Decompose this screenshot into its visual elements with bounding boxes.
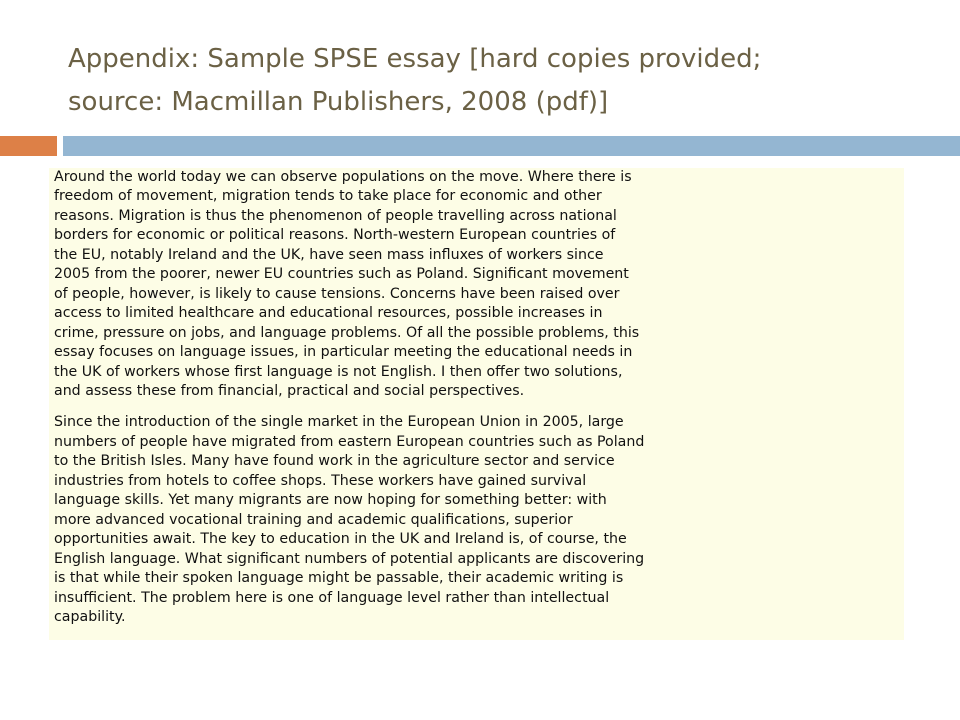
accent-bar-orange	[0, 136, 57, 156]
essay-paragraph-1: Around the world today we can observe populations on the move. Where there is freedom of movement, migration tends to take place for economic and other reasons. Migration is thus the phenomenon of people travelling across national borders for economic or political reasons. North-western European countries of the EU, notably Ireland and the UK, have seen mass influxes of workers since 2005 from the poorer, newer EU countries such as Poland. Significant movement of people, however, is likely to cause tensions. Concerns have been raised over access to limited healthcare and educational resources, possible increases in crime, pressure on jobs, and language problems. Of all the possible problems, this essay focuses on language issues, in particular meeting the educational needs in the UK of workers whose first language is not English. I then offer two solutions, and assess these from financial, practical and social perspectives.	[54, 169, 640, 399]
slide-title	[68, 38, 938, 124]
slide-title-line-2: source: Macmillan Publishers, 2008 (pdf)]	[68, 87, 609, 117]
essay-paragraph-2: Since the introduction of the single market in the European Union in 2005, large numbers of people have migrated from eastern European countries such as Poland to the British Isles. Many have found work in the agriculture sector and service industries from hotels to coffee shops. These workers have gained survival language skills. Yet many migrants are now hoping for something better: with more advanced vocational training and academic qualifications, superior opportunities await. The key to education in the UK and Ireland is, of course, the English language. What significant numbers of potential applicants are discovering is that while their spoken language might be passable, their academic writing is insufficient. The problem here is one of language level rather than intellectual capability.	[54, 414, 645, 625]
slide-title-line-1: Appendix: Sample SPSE essay [hard copies provided;	[68, 44, 762, 74]
sample-essay-image	[49, 168, 904, 640]
accent-bar-blue	[63, 136, 960, 156]
